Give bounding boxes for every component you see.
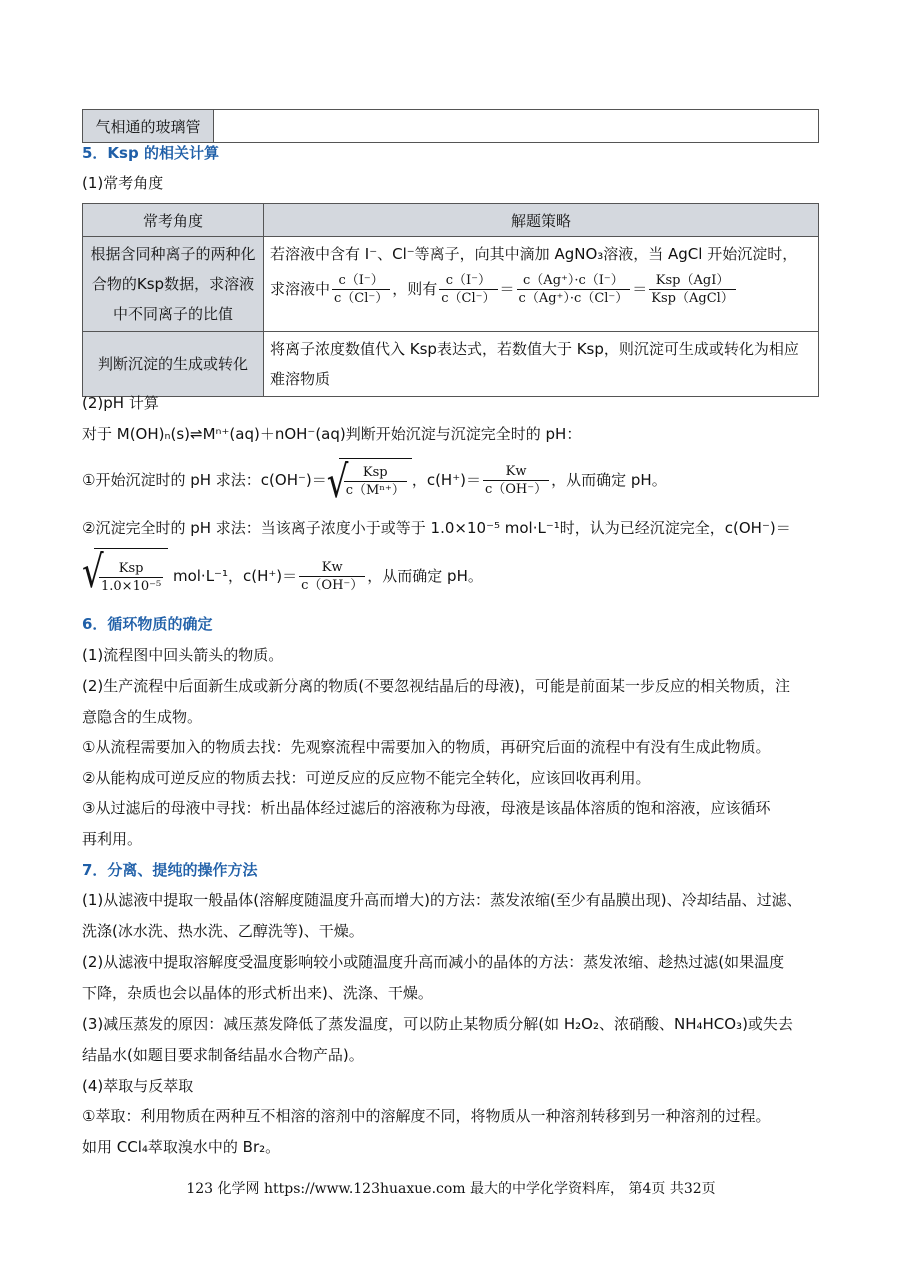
ph1-prefix: ①开始沉淀时的 pH 求法：c(OH⁻)＝ (82, 471, 327, 489)
sec6-line5b: 再利用。 (82, 830, 143, 848)
ph2-frac (299, 559, 365, 594)
ph2-sqrt-num: Ksp (99, 560, 163, 578)
ph1-sqrt-den: c（Mⁿ⁺） (345, 483, 405, 498)
section-7-title: 7．分离、提纯的操作方法 (82, 861, 258, 879)
ph-method-1 (82, 456, 667, 509)
sec7-line1b: 洗涤(冰水洗、热水洗、乙醇洗等)、干燥。 (82, 922, 364, 940)
frac-ratio-c (517, 272, 631, 307)
sec7-line2b: 下降，杂质也会以晶体的形式析出来)、洗涤、干燥。 (82, 984, 433, 1002)
ph-method-2-line2 (82, 548, 483, 605)
ph1-mid: ，c(H⁺)＝ (411, 471, 481, 489)
ksp-table-row1-right (264, 237, 819, 332)
sec6-line4: ②从能构成可逆反应的物质去找：可逆反应的反应物不能完全转化，应该回收再利用。 (82, 769, 651, 787)
frac-c-den: Ksp（AgCl） (651, 291, 734, 306)
ph1-suffix: ，从而确定 pH。 (551, 471, 667, 489)
row1-right-line1: 若溶液中含有 I⁻、Cl⁻等离子，向其中滴加 AgNO₃溶液，当 AgCl 开始沉淀时， (270, 245, 798, 263)
row1-mid: ，则有 (392, 280, 438, 298)
frac-b-num: c（Ag⁺）·c（I⁻） (517, 272, 631, 290)
sec6-line1: (1)流程图中回头箭头的物质。 (82, 646, 284, 664)
sec6-line2b: 意隐含的生成物。 (82, 708, 203, 726)
row1-prefix: 求溶液中 (270, 280, 331, 298)
ksp-table-header-strategy: 解题策略 (264, 204, 819, 237)
ph1-frac-num: Kw (483, 463, 549, 481)
top-table (82, 109, 819, 143)
section-5-sub2: (2)pH 计算 (82, 394, 159, 412)
ksp-table (82, 203, 819, 397)
ph2-frac-num: Kw (299, 559, 365, 577)
ph1-frac (483, 463, 549, 498)
frac-ratio-a (332, 272, 390, 307)
section-6-title: 6．循环物质的确定 (82, 615, 213, 633)
ph-method-2-line1: ②沉淀完全时的 pH 求法：当该离子浓度小于或等于 1.0×10⁻⁵ mol·L⁻¹时，认为已经沉淀完全，c(OH⁻)＝ (82, 519, 791, 537)
ph1-frac-den: c（OH⁻） (484, 482, 548, 497)
frac-ratio-d (649, 272, 736, 307)
ksp-table-row-ratio (83, 237, 819, 332)
ph2-mid: mol·L⁻¹，c(H⁺)＝ (172, 567, 298, 585)
section-5-sub1: (1)常考角度 (82, 174, 164, 192)
frac-a-num: c（I⁻） (332, 272, 390, 290)
ksp-table-row1-left: 根据含同种离子的两种化合物的Ksp数据，求溶液中不同离子的比值 (83, 237, 264, 332)
sec7-line3b: 结晶水(如题目要求制备结晶水合物产品)。 (82, 1046, 364, 1064)
frac-a-den: c（Cl⁻） (334, 291, 389, 306)
sec7-line6: 如用 CCl₄萃取溴水中的 Br₂。 (82, 1138, 281, 1156)
frac-b-den: c（Ag⁺）·c（Cl⁻） (518, 291, 629, 306)
ph1-sqrt-num: Ksp (344, 464, 407, 482)
ph2-sqrt-den: 1.0×10⁻⁵ (101, 579, 162, 594)
page-footer: 123 化学网 https://www.123huaxue.com 最大的中学化学资料库， 第4页 共32页 (186, 1181, 716, 1197)
frac-c-num: Ksp（AgI） (649, 272, 736, 290)
sqrt-ph1 (326, 456, 412, 509)
ksp-table-row2-left: 判断沉淀的生成或转化 (83, 332, 264, 397)
frac-b1-num: c（I⁻） (439, 272, 497, 290)
ksp-table-header-row (83, 204, 819, 237)
sec6-line2a: (2)生产流程中后面新生成或新分离的物质(不要忽视结晶后的母液)，可能是前面某一步反应的相关物质，注 (82, 677, 790, 695)
sec6-line3: ①从流程需要加入的物质去找：先观察流程中需要加入的物质，再研究后面的流程中有没有生成此物质。 (82, 738, 771, 756)
sec7-line3a: (3)减压蒸发的原因：减压蒸发降低了蒸发温度，可以防止某物质分解(如 H₂O₂、浓硝酸、NH₄HCO₃)或失去 (82, 1015, 793, 1033)
sec7-line5: ①萃取：利用物质在两种互不相溶的溶剂中的溶解度不同，将物质从一种溶剂转移到另一种溶剂的过程。 (82, 1107, 771, 1125)
ph2-frac-den: c（OH⁻） (301, 578, 364, 593)
top-table-right-cell (214, 110, 819, 143)
top-table-left-cell: 气相通的玻璃管 (83, 110, 214, 143)
radical-icon: √ (326, 456, 349, 509)
ph2-sqrt-frac (99, 560, 163, 595)
frac-ratio-b (439, 272, 497, 307)
sec6-line5a: ③从过滤后的母液中寻找：析出晶体经过滤后的溶液称为母液，母液是该晶体溶质的饱和溶液，应该循环 (82, 799, 771, 817)
row1-right-line2: 求溶液中 $\frac{c(I^-)}{c(Cl^-)}$ ，则有 $\frac{c(I^-)}{c(Cl^-)}$ ＝ $\frac{c(Ag^+)\cdot c(I^-)}{c(Ag^+)\cdot c(Cl^-)}$ ＝ $\frac{\text{Ksp（AgI）}}{\text{Ksp（AgCl）}}$ (270, 273, 734, 306)
sqrt-ph2 (82, 548, 168, 605)
ksp-table-row2-right: 将离子浓度数值代入 Ksp表达式，若数值大于 Ksp，则沉淀可生成或转化为相应难溶物质 (264, 332, 819, 397)
ksp-table-header-angle: 常考角度 (83, 204, 264, 237)
sec7-line2a: (2)从滤液中提取溶解度受温度影响较小或随温度升高而减小的晶体的方法：蒸发浓缩、趁热过滤(如果温度 (82, 953, 785, 971)
ph1-sqrt-frac (344, 464, 407, 499)
sec7-line4: (4)萃取与反萃取 (82, 1077, 194, 1095)
frac-b1-den: c（Cl⁻） (441, 291, 496, 306)
radical-icon: √ (82, 546, 104, 599)
ph-intro: 对于 M(OH)ₙ(s)⇌Mⁿ⁺(aq)＋nOH⁻(aq)判断开始沉淀与沉淀完全时的 pH： (82, 425, 582, 443)
section-5-title: 5．Ksp 的相关计算 (82, 144, 219, 162)
ksp-table-row-precip (83, 332, 819, 397)
ph2-suffix: ，从而确定 pH。 (367, 567, 483, 585)
sec7-line1a: (1)从滤液中提取一般晶体(溶解度随温度升高而增大)的方法：蒸发浓缩(至少有晶膜出现)、冷却结晶、过滤、 (82, 891, 802, 909)
